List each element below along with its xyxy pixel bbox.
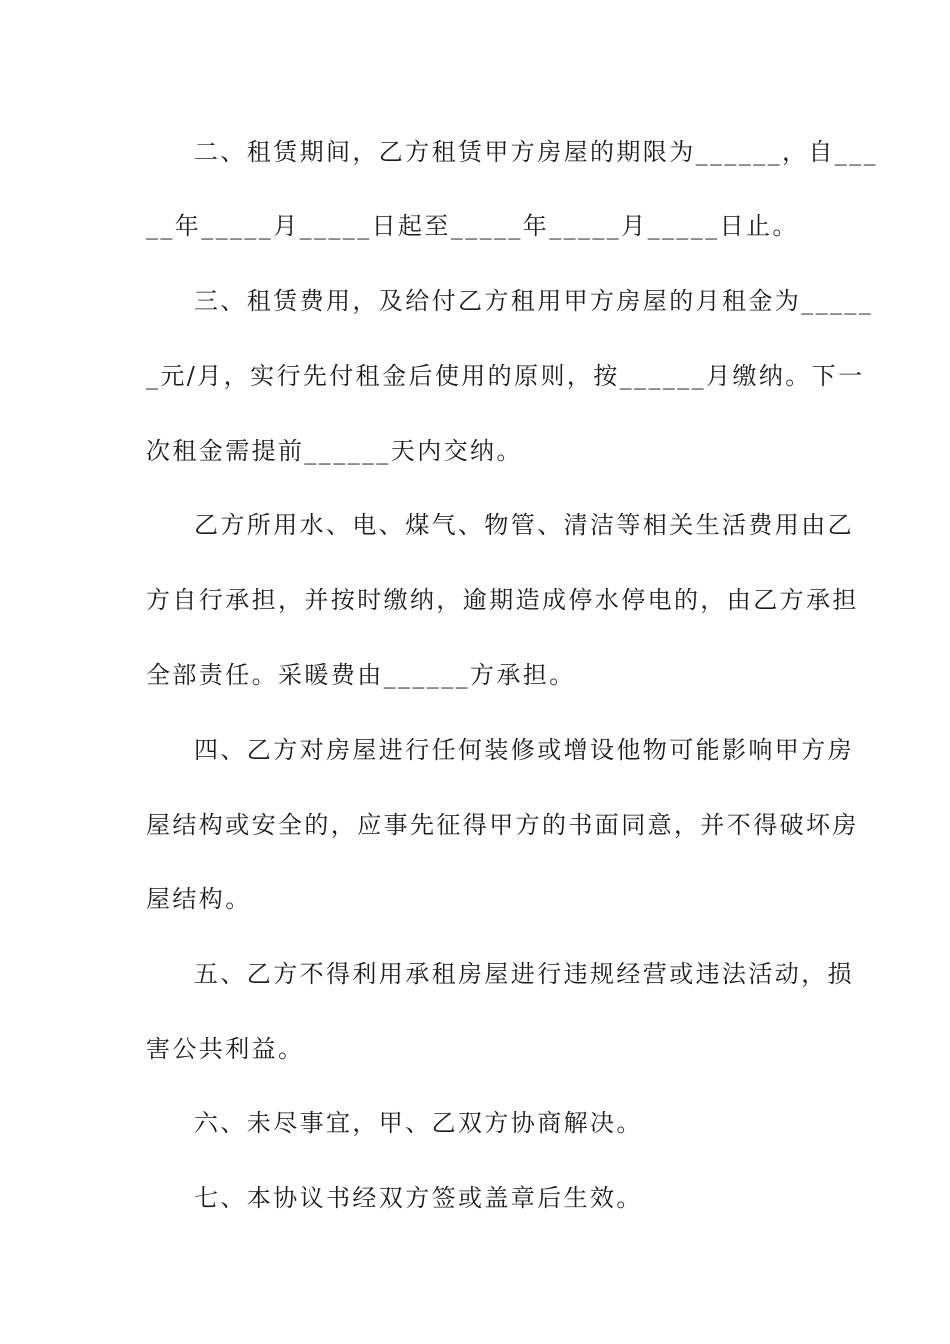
clause-3-line-1: 三、租赁费用，及给付乙方租用甲方房屋的月租金为_____ bbox=[194, 287, 874, 315]
clause-3-line-3: 次租金需提前______天内交纳。 bbox=[146, 437, 523, 465]
clause-4-line-1: 四、乙方对房屋进行任何装修或增设他物可能影响甲方房 bbox=[194, 736, 854, 764]
clause-5-line-2: 害公共利益。 bbox=[146, 1035, 305, 1063]
clause-4-line-3: 屋结构。 bbox=[146, 885, 252, 913]
clause-5-line-1: 五、乙方不得利用承租房屋进行违规经营或违法活动，损 bbox=[194, 960, 854, 988]
utilities-line-1: 乙方所用水、电、煤气、物管、清洁等相关生活费用由乙 bbox=[194, 511, 854, 539]
utilities-line-2: 方自行承担，并按时缴纳，逾期造成停水停电的，由乙方承担 bbox=[146, 586, 859, 614]
clause-2-line-1: 二、租赁期间，乙方租赁甲方房屋的期限为______，自___ bbox=[194, 138, 878, 166]
clause-6-line-1: 六、未尽事宜，甲、乙双方协商解决。 bbox=[194, 1109, 643, 1137]
clause-2-line-2: __年_____月_____日起至_____年_____月_____日止。 bbox=[146, 212, 799, 240]
utilities-line-3: 全部责任。采暖费由______方承担。 bbox=[146, 661, 576, 689]
clause-7-line-1: 七、本协议书经双方签或盖章后生效。 bbox=[194, 1184, 643, 1212]
clause-3-line-2: _元/月，实行先付租金后使用的原则，按______月缴纳。下一 bbox=[146, 362, 865, 390]
clause-4-line-2: 屋结构或安全的，应事先征得甲方的书面同意，并不得破坏房 bbox=[146, 811, 859, 839]
